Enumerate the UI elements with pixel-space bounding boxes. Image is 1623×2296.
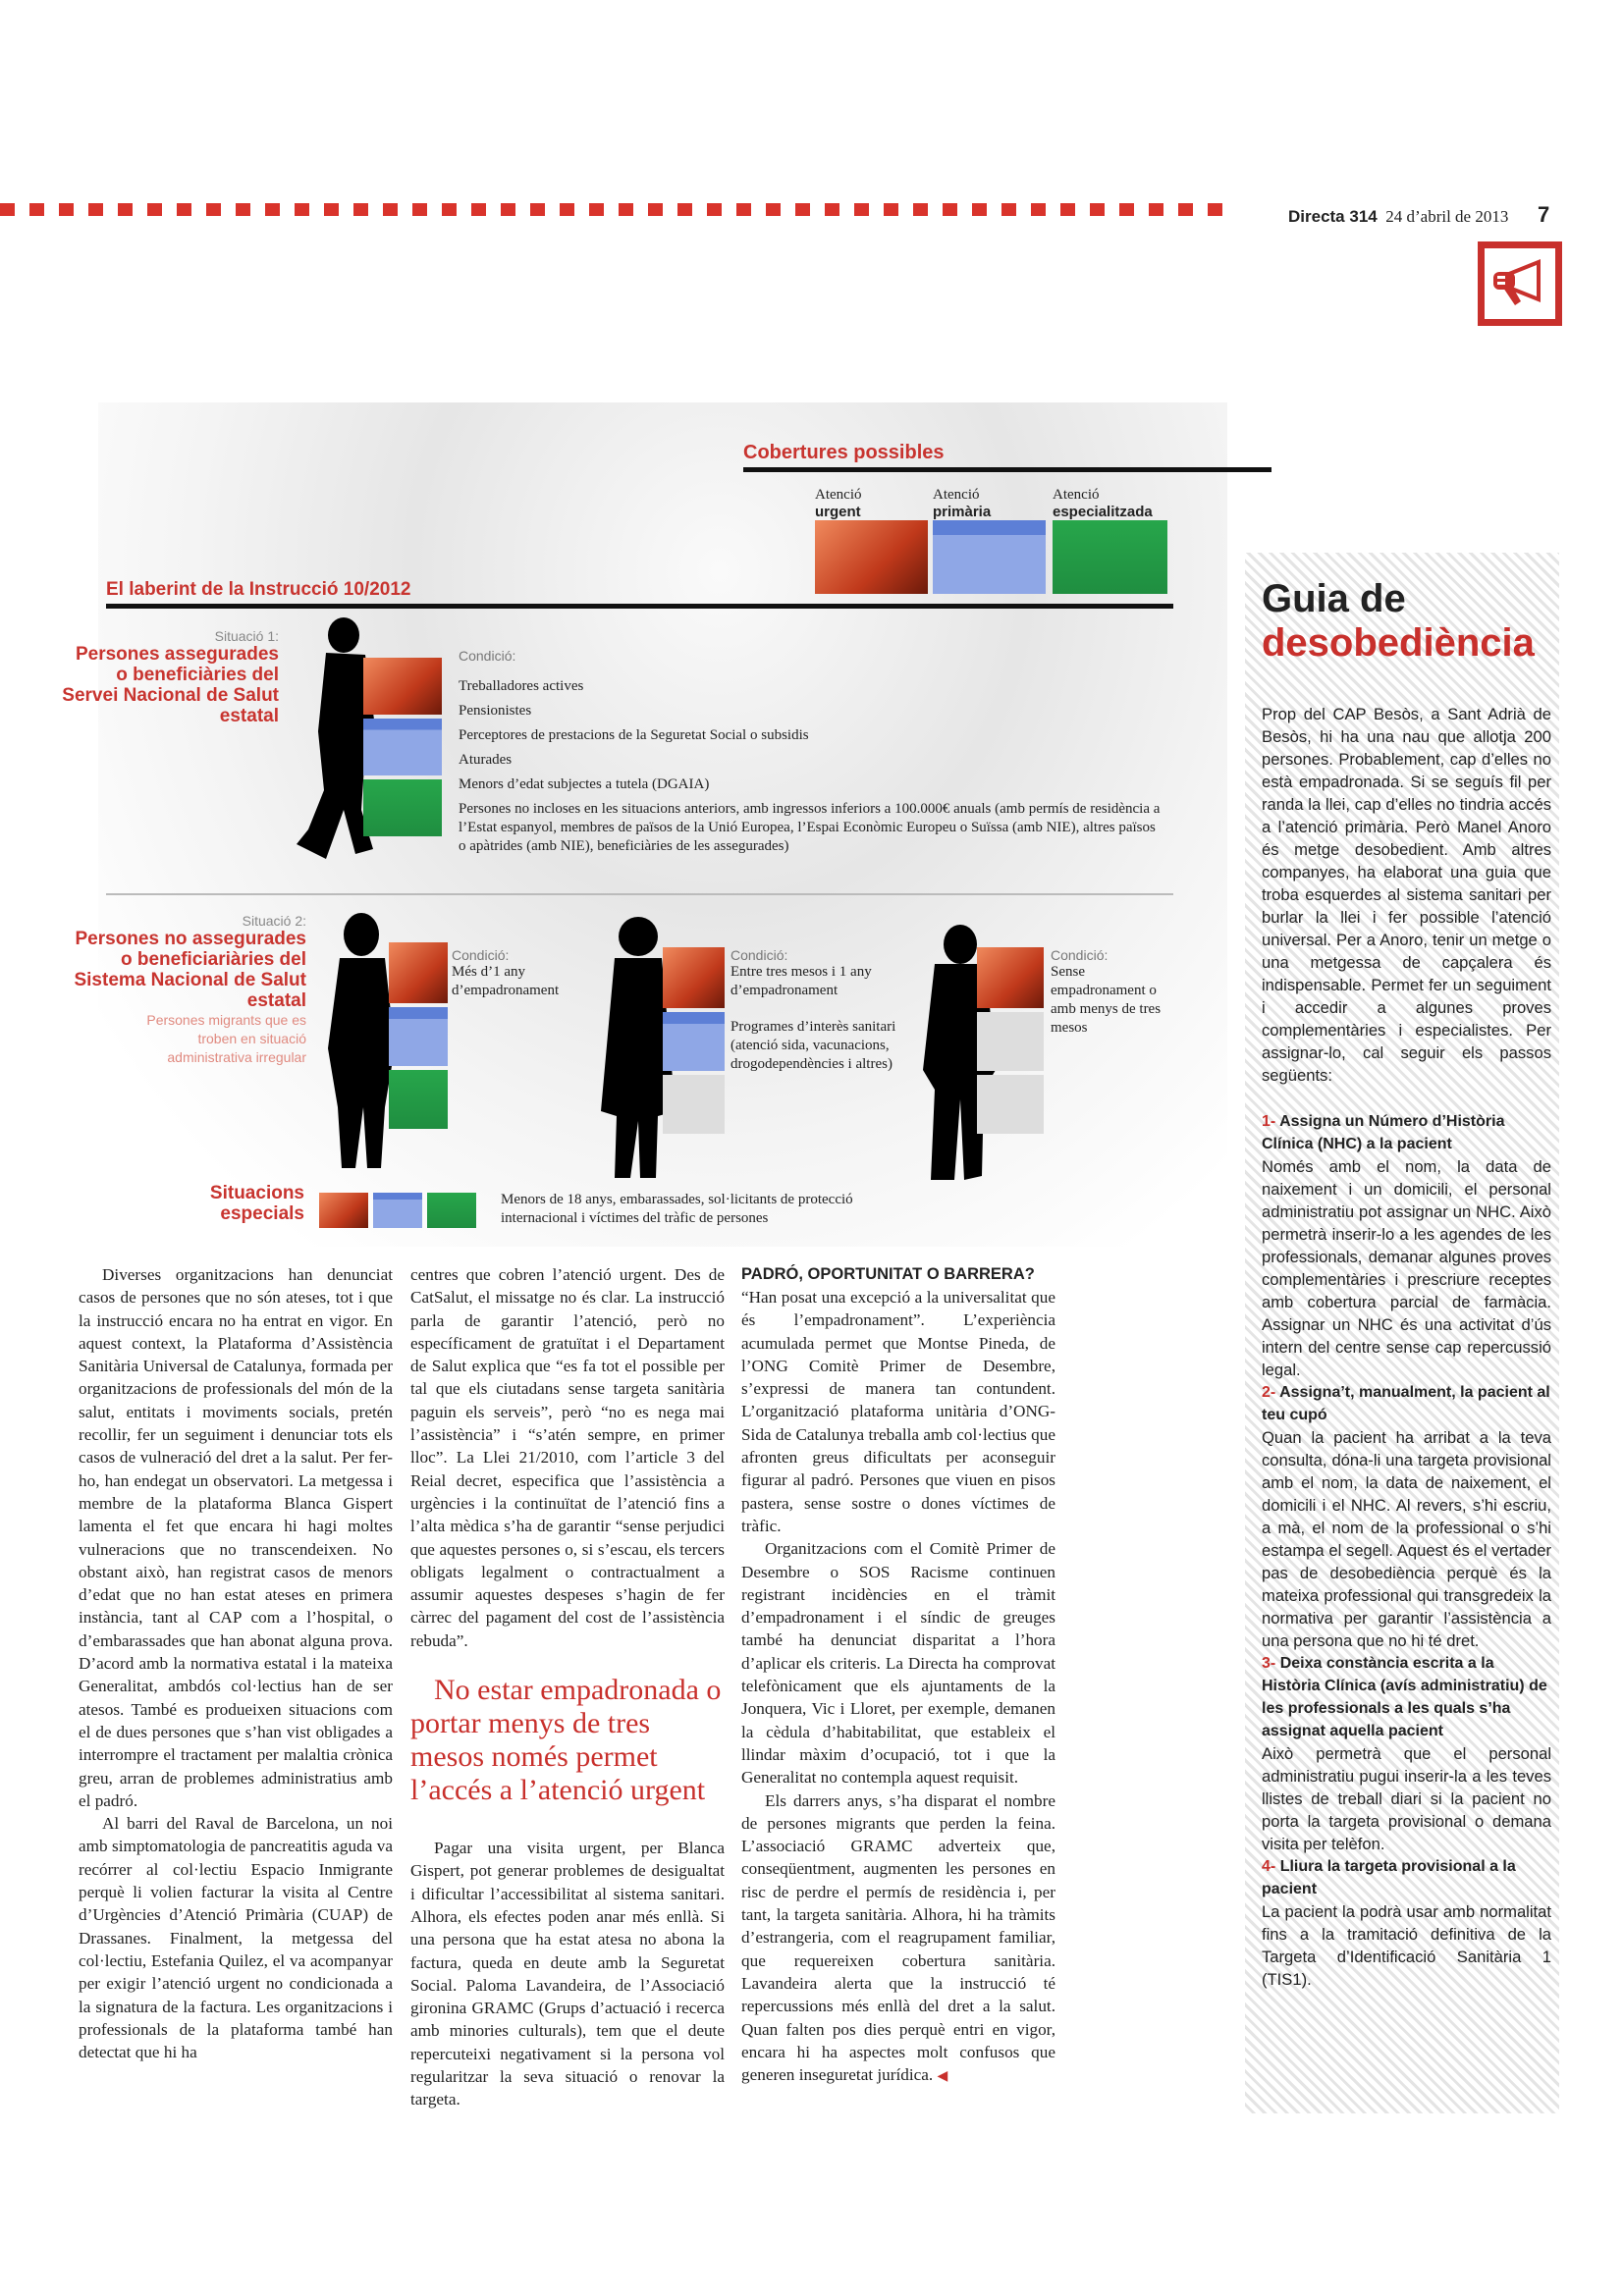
paragraph: Diverses organitzacions han denunciat casos de persones que no són ateses, tot i que la instrucció encara no ha entrat en vigor. En aquest context, la Plataforma d’Assistència Sanitària Universal de Catalunya, formada per organitzacions de professionals del món de la salut, entitats i moviments socials, pretén recollir, fer un seguiment i denunciar tots els casos de vulneració del dret a la salut. Per fer-ho, han endegat un observatori. La metgessa i membre de la plataforma Blanca Gispert lamenta el fet que encara hi hagi moltes vulneracions que no transcendeixen. No obstant això, han registrat casos de menors d’edat que no han estat ateses en primera instància, tant al CAP com a l’hospital, o d’embarassades que han abonat alguna prova. D’acord amb la normativa estatal i la mateixa Generalitat, ambdós col·lectius han de ser atesos. També es produeixen situacions com el de dues persones que s’han vist obligades a interrompre el tractament per malaltia crònica greu, arran de problemes administratius amb el padró.	[79, 1265, 393, 1810]
paragraph: Pagar una visita urgent, per Blanca Gispert, pot generar problemes de desigualtat i dificultar l’accessibilitat al sistema sanitari. Alhora, els efectes poden anar més enllà. Si una persona que ha estat atesa no abona la factura, queda en deute amb la Seguretat Social. Paloma Lavandeira, de l’Associació gironina GRAMC (Grups d’actuació i recerca amb minories culturals), tem que el deute repercuteixi negativament si la persona vol regularitzar la seva situació o renovar la targeta.	[410, 1839, 725, 2109]
step-text: La pacient la podrà usar amb normalitat fins a la tramitació definitiva de la Targeta d’Identificació Sanitària 1 (TIS1).	[1262, 1902, 1551, 1989]
unavailable-tile	[977, 1075, 1044, 1134]
page-header	[1288, 207, 1508, 227]
sidebar-intro: Prop del CAP Besòs, a Sant Adrià de Besòs, hi ha una nau que allotja 200 persones. Probablement, cap d’elles no està empadronada. Si se seguís fil per randa la llei, cap d’elles no tindria accés a l’atenció primària. Però Manel Anoro és metge desobedient. Amb altres companyes, ha elaborat una guia que troba esquerdes al sistema sanitari per burlar la llei i fer possible l’atenció universal. Per a Anoro, tenir un metge o una metgessa de capçalera és indispensable. Permet fer un seguiment i accedir a algunes proves complementàries i especialistes. Per assignar-lo, cal seguir els passos següents:	[1262, 705, 1551, 1085]
paragraph: centres que cobren l’atenció urgent. Des de CatSalut, el missatge no és clar. La instrucció parla de garantir l’atenció, però no específicament de gratuïtat i el Departament de Salut explica que “es fa tot el possible per tal que els ciutadans sense targeta sanitària paguin els serveis”, però “no es nega mai l’assistència” i “s’atén sempre, en primer lloc”. La Llei 21/2010, com l’article 3 del Reial decret, especifica que l’assistència a urgències i la continuïtat de l’atenció fins a l’alta mèdica s’ha de garantir “sense perjudici que aquestes persones o, si s’escau, els tercers obligats legalment o contractualment a assumir aquestes despeses s’hagin de fer càrrec del pagament del cost de l’assistència rebuda”.	[410, 1265, 725, 1650]
primary-care-tile	[373, 1193, 422, 1228]
publication-name: Directa 314	[1288, 207, 1378, 226]
decorative-dashed-rule	[0, 203, 1222, 216]
urgent-care-tile	[319, 1193, 368, 1228]
end-mark-icon: ◀	[937, 2069, 948, 2085]
situation-1-conditions: Treballadores actives Pensionistes Perceptores de prestacions de la Seguretat Social o subsidis Aturades Menors d’edat subjectes a tutela (DGAIA) Persones no incloses en les situacions anteriors, amb ingressos inferiors a 100.000€ anuals (amb permís de residència a l’Estat espanyol, membres de països de la Unió Europea, l’Espai Econòmic Europeu o Suïssa (amb NIE), altres països o apàtrides (amb NIE), beneficiàries de les assegurades)	[459, 678, 1161, 854]
divider	[743, 467, 1271, 472]
issue-date: 24 d’abril de 2013	[1385, 207, 1509, 226]
coverage-urgent-label: Atenció urgent	[815, 487, 862, 520]
situation-1-label: Situació 1: Persones assegurades o beneficiàries del Servei Nacional de Salut estatal	[62, 628, 279, 726]
step-title: 1- Assigna un Número d’Història Clínica (NHC) a la pacient	[1262, 1113, 1505, 1152]
urgent-care-tile	[363, 658, 442, 715]
specialized-care-tile	[389, 1070, 448, 1129]
step-text: Només amb el nom, la data de naixement i un domicili, el personal administratiu pot assignar un NHC. Això permetrà inserir-lo a les agendes de les professionals, demanar algunes proves complementàries i prescriure receptes amb cobertura parcial de farmàcia. Assignar un NHC és una activitat d’ús intern del centre sense cap repercussió legal.	[1262, 1157, 1551, 1379]
special-situations-text: Menors de 18 anys, embarassades, sol·licitants de protecció internacional i víctimes del tràfic de persones	[501, 1192, 853, 1226]
primary-care-tile	[363, 719, 442, 775]
paragraph: Organitzacions com el Comitè Primer de Desembre o SOS Racisme continuen registrant incidències en el tràmit d’empadronament i el síndic de greuges també ha denunciat disparitat a l’hora d’aplicar els criteris. La Directa ha comprovat telefònicament que els ajuntaments de la Jonquera, Vic i Lloret, per exemple, demanen la cèdula d’habitabilitat, que estableix el llindar màxim d’ocupació, tot i que la Generalitat no contempla aquest requisit.	[741, 1539, 1055, 1788]
condition-no-registration: Condició: Sense empadronament o amb menys de tres mesos	[1051, 947, 1162, 1036]
infographic-title: El laberint de la Instrucció 10/2012	[106, 579, 411, 600]
unavailable-tile	[977, 1012, 1044, 1071]
primary-care-image	[933, 520, 1046, 594]
condition-more-than-1-year: Condició: Més d’1 any d’empadronament	[452, 947, 560, 998]
divider	[106, 893, 1173, 895]
urgent-care-image	[815, 520, 928, 594]
condition-3-months-to-1-year: Condició: Entre tres mesos i 1 any d’empadronament Programes d’interès sanitari (atenció sida, vacunacions, drogodependències i altres)	[730, 947, 896, 1072]
specialized-care-tile	[427, 1193, 476, 1228]
pull-quote: No estar empadronada o portar menys de tres mesos només permet l’accés a l’atenció urgent	[410, 1674, 722, 1807]
specialized-care-image	[1053, 520, 1167, 594]
step-text: Quan la pacient ha arribat a la teva consulta, dóna-li una targeta provisional amb el nom, la data de naixement, el domicili i el NHC. Al revers, s’hi escriu, a mà, el nom de la professional o s’hi estampa el segell. Aquest és el vertader pas de desobediència perquè és la mateixa professional qui transgredeix la normativa per garantir l’assistència a una persona que no hi té dret.	[1262, 1428, 1551, 1650]
unavailable-tile	[663, 1075, 725, 1134]
section-heading: PADRÓ, OPORTUNITAT O BARRERA?	[741, 1265, 1035, 1283]
paragraph: Els darrers anys, s’ha disparat el nombre de persones migrants que perden la feina. L’associació GRAMC adverteix que, conseqüentment, augmenten les persones en risc de perdre el permís de residència i, per tant, la targeta sanitària. Alhora, hi ha tràmits d’estrangeria, com el reagrupament familiar, que requereixen cobertura sanitària. Lavandeira alerta que la instrucció té repercussions més enllà del dret a la salut. Quan falten pos dies perquè entri en vigor, encara hi ha aspectes molt confusos que generen inseguretat jurídica. ◀	[741, 1790, 1055, 2085]
sidebar-disobedience-guide	[1245, 553, 1559, 2113]
article-column-1	[79, 1263, 393, 2063]
divider	[106, 604, 1173, 609]
paragraph: “Han posat una excepció a la universalitat que és l’empadronament”. L’experiència acumulada permet que Montse Pineda, de l’ONG Comitè Primer de Desembre, s’expressi de manera tan contundent. L’organització plataforma unitària d’ONG-Sida de Catalunya treballa amb col·lectius que afronten greus dificultats per aconseguir figurar al padró. Persones que viuen en pisos pastera, sense sostre o dones víctimes de tràfic.	[741, 1288, 1055, 1535]
coverage-title: Cobertures possibles	[743, 442, 945, 463]
situation-2-label: Situació 2: Persones no assegurades o beneficiariàries del Sistema Nacional de Salut estatal Persones migrants que es troben en situació administrativa irregular	[74, 913, 306, 1065]
urgent-care-tile	[977, 947, 1044, 1008]
step-title: 2- Assigna’t, manualment, la pacient al teu cupó	[1262, 1384, 1550, 1423]
primary-care-tile	[389, 1007, 448, 1066]
infographic	[62, 402, 1227, 1247]
special-situations-title: Situacions especials	[209, 1183, 304, 1224]
specialized-care-tile	[363, 779, 442, 836]
sidebar-steps	[1262, 1110, 1551, 1991]
article-column-3	[741, 1263, 1055, 2088]
step-title: 3- Deixa constància escrita a la Història Clínica (avís administratiu) de les professionals a les quals s’ha assignat aquella pacient	[1262, 1655, 1547, 1739]
article-column-2	[410, 1263, 725, 2111]
urgent-care-tile	[663, 947, 725, 1008]
sidebar-title: Guia de desobediència	[1262, 577, 1535, 665]
coverage-specialized-label: Atenció especialitzada	[1053, 487, 1153, 520]
condition-label: Condició:	[459, 648, 516, 664]
step-title: 4- Lliura la targeta provisional a la pacient	[1262, 1858, 1516, 1897]
page-number: 7	[1538, 202, 1550, 227]
urgent-care-tile	[389, 942, 448, 1003]
coverage-primary-label: Atenció primària	[933, 487, 992, 520]
step-text: Això permetrà que el personal administratiu pugui inserir-la a les teves llistes de treball diari si la pacient no porta la targeta provisional o demana visita per telèfon.	[1262, 1744, 1551, 1853]
primary-care-tile	[663, 1012, 725, 1071]
megaphone-icon	[1478, 241, 1562, 326]
paragraph: Al barri del Raval de Barcelona, un noi amb simptomatologia de pancreatitis aguda va recórrer al col·lectiu Espacio Inmigrante perquè li volien facturar la visita al Centre d’Urgències d’Atenció Primària (CUAP) de Drassanes. Finalment, la metgessa del col·lectiu, Estefania Quilez, el va acompanyar per exigir l’atenció urgent no condicionada a la signatura de la factura. Les organitzacions i professionals de la plataforma també han detectat que hi ha	[79, 1814, 393, 2062]
